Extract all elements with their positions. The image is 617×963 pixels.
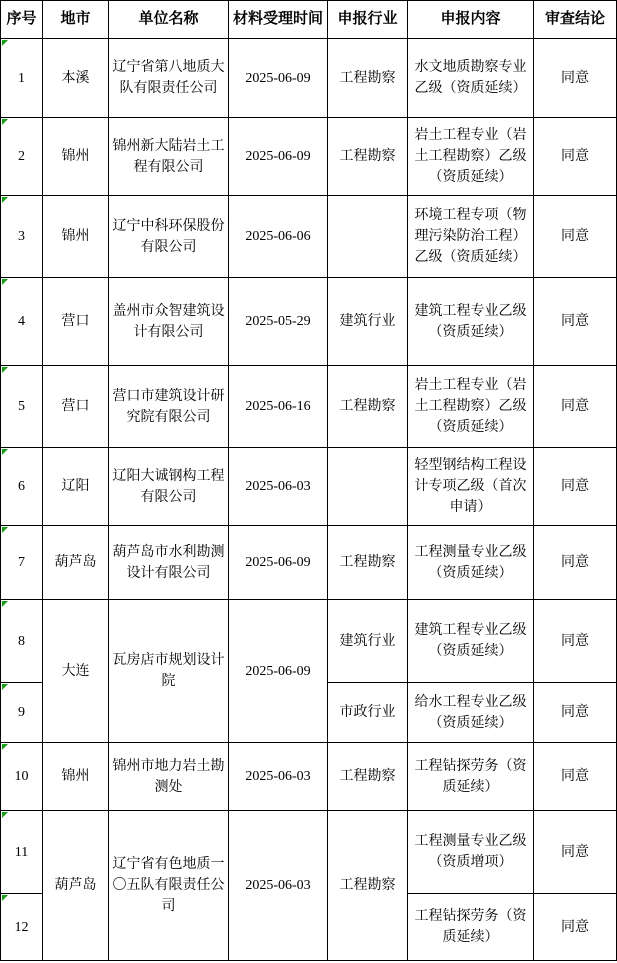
cell-result: 同意: [534, 526, 617, 600]
cell-city: 锦州: [43, 118, 109, 196]
cell-result: 同意: [534, 811, 617, 894]
cell-city-merged: 葫芦岛: [43, 811, 109, 961]
cell-seq: 6: [1, 448, 43, 526]
cell-result: 同意: [534, 894, 617, 961]
cell-unit: 营口市建筑设计研究院有限公司: [109, 366, 229, 448]
cell-unit: 辽宁省第八地质大队有限责任公司: [109, 39, 229, 118]
cell-unit: 辽阳大诚钢构工程有限公司: [109, 448, 229, 526]
cell-result: 同意: [534, 278, 617, 366]
cell-industry: 工程勘察: [328, 743, 408, 811]
cell-date: 2025-06-09: [229, 39, 328, 118]
table-row: [1, 526, 617, 600]
cell-date: 2025-05-29: [229, 278, 328, 366]
table-row: [1, 743, 617, 811]
cell-city: 营口: [43, 366, 109, 448]
table-row: [1, 600, 617, 683]
cell-seq: 3: [1, 196, 43, 278]
cell-seq: 5: [1, 366, 43, 448]
cell-content: 轻型钢结构工程设计专项乙级（首次申请）: [408, 448, 534, 526]
cell-content: 建筑工程专业乙级（资质延续）: [408, 278, 534, 366]
cell-industry: 工程勘察: [328, 118, 408, 196]
cell-result: 同意: [534, 196, 617, 278]
cell-unit-merged: 辽宁省有色地质一〇五队有限责任公司: [109, 811, 229, 961]
cell-result: 同意: [534, 600, 617, 683]
cell-unit: 锦州市地力岩土勘测处: [109, 743, 229, 811]
cell-date: 2025-06-06: [229, 196, 328, 278]
cell-industry: 工程勘察: [328, 526, 408, 600]
cell-result: 同意: [534, 448, 617, 526]
cell-content: 工程钻探劳务（资质延续）: [408, 743, 534, 811]
cell-industry: 工程勘察: [328, 366, 408, 448]
cell-result: 同意: [534, 118, 617, 196]
cell-result: 同意: [534, 683, 617, 743]
cell-date: 2025-06-03: [229, 743, 328, 811]
cell-result: 同意: [534, 366, 617, 448]
cell-industry: 建筑行业: [328, 278, 408, 366]
cell-seq: 2: [1, 118, 43, 196]
header-city: 地市: [43, 1, 109, 39]
cell-unit: 葫芦岛市水利勘测设计有限公司: [109, 526, 229, 600]
cell-unit: 锦州新大陆岩土工程有限公司: [109, 118, 229, 196]
header-content: 申报内容: [408, 1, 534, 39]
cell-content: 岩土工程专业（岩土工程勘察）乙级（资质延续）: [408, 118, 534, 196]
cell-industry: 市政行业: [328, 683, 408, 743]
cell-content: 工程测量专业乙级（资质增项）: [408, 811, 534, 894]
cell-date-merged: 2025-06-09: [229, 600, 328, 743]
header-result: 审查结论: [534, 1, 617, 39]
cell-seq: 7: [1, 526, 43, 600]
cell-unit-merged: 瓦房店市规划设计院: [109, 600, 229, 743]
cell-seq: 10: [1, 743, 43, 811]
cell-city: 葫芦岛: [43, 526, 109, 600]
cell-industry: [328, 196, 408, 278]
cell-date: 2025-06-03: [229, 448, 328, 526]
table-row: [1, 118, 617, 196]
cell-industry-merged: 工程勘察: [328, 811, 408, 961]
cell-city: 锦州: [43, 743, 109, 811]
cell-city: 辽阳: [43, 448, 109, 526]
cell-unit: 辽宁中科环保股份有限公司: [109, 196, 229, 278]
cell-content: 水文地质勘察专业乙级（资质延续）: [408, 39, 534, 118]
cell-content: 建筑工程专业乙级（资质延续）: [408, 600, 534, 683]
cell-content: 环境工程专项（物理污染防治工程）乙级（资质延续）: [408, 196, 534, 278]
table-row: [1, 278, 617, 366]
cell-industry: 建筑行业: [328, 600, 408, 683]
cell-city-merged: 大连: [43, 600, 109, 743]
cell-date: 2025-06-09: [229, 526, 328, 600]
header-date: 材料受理时间: [229, 1, 328, 39]
cell-city: 本溪: [43, 39, 109, 118]
cell-seq: 11: [1, 811, 43, 894]
cell-seq: 12: [1, 894, 43, 961]
table-row: [1, 366, 617, 448]
table-row: [1, 39, 617, 118]
cell-content: 工程钻探劳务（资质延续）: [408, 894, 534, 961]
table-row: [1, 448, 617, 526]
cell-industry: [328, 448, 408, 526]
table-row: [1, 196, 617, 278]
table-row: [1, 811, 617, 894]
cell-date: 2025-06-16: [229, 366, 328, 448]
cell-industry: 工程勘察: [328, 39, 408, 118]
cell-seq: 9: [1, 683, 43, 743]
header-seq: 序号: [1, 1, 43, 39]
cell-date: 2025-06-09: [229, 118, 328, 196]
cell-unit: 盖州市众智建筑设计有限公司: [109, 278, 229, 366]
cell-seq: 1: [1, 39, 43, 118]
cell-date-merged: 2025-06-03: [229, 811, 328, 961]
cell-seq: 8: [1, 600, 43, 683]
header-unit: 单位名称: [109, 1, 229, 39]
table-header-row: [1, 1, 617, 39]
header-industry: 申报行业: [328, 1, 408, 39]
cell-content: 岩土工程专业（岩土工程勘察）乙级（资质延续）: [408, 366, 534, 448]
cell-city: 锦州: [43, 196, 109, 278]
cell-content: 给水工程专业乙级（资质延续）: [408, 683, 534, 743]
cell-city: 营口: [43, 278, 109, 366]
cell-result: 同意: [534, 39, 617, 118]
cell-content: 工程测量专业乙级（资质延续）: [408, 526, 534, 600]
cell-result: 同意: [534, 743, 617, 811]
cell-seq: 4: [1, 278, 43, 366]
